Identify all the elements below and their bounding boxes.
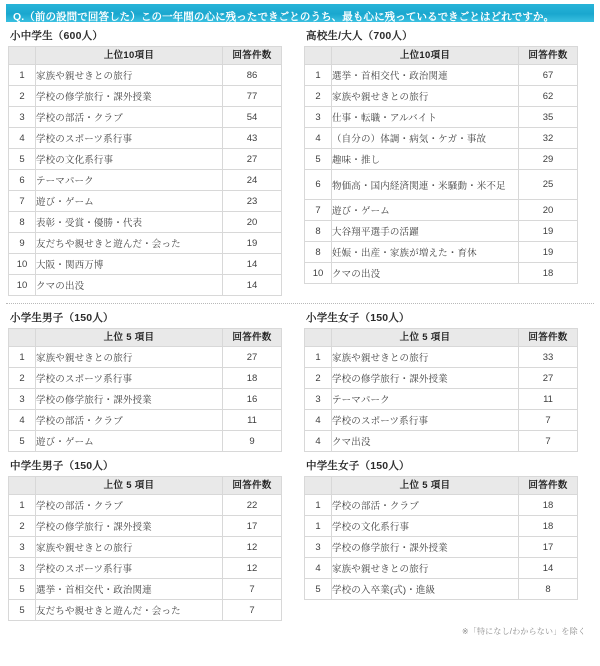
table-row: [9, 431, 282, 452]
table-head: [305, 477, 578, 495]
section-shougakusei-danshi: [8, 304, 292, 452]
cell-item: 家族や親せきとの旅行: [332, 347, 519, 368]
cell-count: 17: [519, 537, 578, 558]
cell-count: 27: [223, 347, 282, 368]
cell-item: クマの出没: [332, 263, 519, 284]
cell-item: 友だちや親せきと遊んだ・会った: [36, 233, 223, 254]
table-row: [305, 410, 578, 431]
cell-rank: 1: [305, 495, 332, 516]
table-row: [305, 558, 578, 579]
table-body: [9, 65, 282, 296]
cell-rank: 1: [9, 65, 36, 86]
cell-count: 7: [519, 431, 578, 452]
cell-item: 学校の部活・クラブ: [332, 495, 519, 516]
cell-item: 学校の部活・クラブ: [36, 495, 223, 516]
table-head: [305, 47, 578, 65]
cell-rank: 5: [305, 149, 332, 170]
cell-count: 43: [223, 128, 282, 149]
cell-rank: 10: [9, 254, 36, 275]
cell-item: 学校の修学旅行・課外授業: [36, 389, 223, 410]
band-row-2: [0, 304, 600, 452]
ranking-table: [8, 328, 282, 452]
cell-rank: 1: [9, 347, 36, 368]
table-body: [9, 347, 282, 452]
cell-count: 32: [519, 128, 578, 149]
section-title: 小学生男子（150人）: [10, 312, 114, 324]
cell-item: 家族や親せきとの旅行: [36, 65, 223, 86]
table-row: [9, 347, 282, 368]
cell-item: 家族や親せきとの旅行: [332, 86, 519, 107]
table-header-row: [305, 47, 578, 65]
table-header-row: [305, 477, 578, 495]
cell-rank: 7: [305, 200, 332, 221]
cell-count: 18: [519, 516, 578, 537]
cell-count: 29: [519, 149, 578, 170]
cell-rank: 5: [9, 149, 36, 170]
cell-rank: 9: [9, 233, 36, 254]
col-header-item: 上位 5 項目: [36, 329, 223, 347]
cell-rank: 3: [9, 537, 36, 558]
col-header-item: 上位 5 項目: [332, 329, 519, 347]
cell-count: 77: [223, 86, 282, 107]
col-header-rank: [305, 329, 332, 347]
cell-count: 18: [223, 368, 282, 389]
cell-count: 17: [223, 516, 282, 537]
table-row: [305, 263, 578, 284]
section-chuugakusei-joshi: [304, 452, 588, 621]
cell-rank: 4: [305, 410, 332, 431]
cell-count: 8: [519, 579, 578, 600]
table-row: [305, 579, 578, 600]
section-title: 小中学生（600人）: [10, 30, 104, 42]
table-row: [9, 558, 282, 579]
table-row: [305, 86, 578, 107]
band-row-1: [0, 22, 600, 296]
cell-rank: 5: [305, 579, 332, 600]
table-row: [305, 200, 578, 221]
cell-item: 遊び・ゲーム: [332, 200, 519, 221]
cell-item: 学校の修学旅行・課外授業: [36, 86, 223, 107]
table-head: [9, 47, 282, 65]
cell-item: 学校の修学旅行・課外授業: [332, 537, 519, 558]
cell-count: 20: [223, 212, 282, 233]
cell-item: 妊娠・出産・家族が増えた・育休: [332, 242, 519, 263]
footnote: ※「特になし/わからない」を除く: [461, 627, 586, 636]
table-row: [9, 65, 282, 86]
table-row: [9, 495, 282, 516]
cell-count: 33: [519, 347, 578, 368]
cell-count: 14: [519, 558, 578, 579]
cell-rank: 10: [305, 263, 332, 284]
cell-rank: 4: [9, 410, 36, 431]
col-header-count: 回答件数: [519, 47, 578, 65]
table-row: [305, 128, 578, 149]
cell-count: 16: [223, 389, 282, 410]
table-head: [9, 477, 282, 495]
table-row: [9, 254, 282, 275]
cell-item: 表彰・受賞・優勝・代表: [36, 212, 223, 233]
col-header-count: 回答件数: [519, 477, 578, 495]
table-row: [9, 233, 282, 254]
section-shougakusei-joshi: [304, 304, 588, 452]
cell-rank: 2: [305, 368, 332, 389]
cell-rank: 1: [305, 516, 332, 537]
cell-rank: 6: [9, 170, 36, 191]
col-header-rank: [305, 47, 332, 65]
table-row: [9, 212, 282, 233]
cell-count: 62: [519, 86, 578, 107]
cell-item: 友だちや親せきと遊んだ・会った: [36, 600, 223, 621]
table-row: [305, 347, 578, 368]
cell-rank: 5: [9, 431, 36, 452]
table-row: [305, 537, 578, 558]
cell-item: テーマパーク: [36, 170, 223, 191]
table-row: [9, 128, 282, 149]
cell-count: 18: [519, 495, 578, 516]
ranking-table: [304, 46, 578, 284]
table-row: [305, 368, 578, 389]
cell-count: 86: [223, 65, 282, 86]
cell-item: 学校の部活・クラブ: [36, 107, 223, 128]
cell-item: （自分の）体調・病気・ケガ・事故: [332, 128, 519, 149]
section-koukousei-otona: [304, 22, 588, 296]
table-row: [9, 368, 282, 389]
table-row: [305, 389, 578, 410]
table-row: [305, 516, 578, 537]
table-row: [9, 516, 282, 537]
cell-rank: 1: [305, 65, 332, 86]
cell-count: 19: [519, 221, 578, 242]
cell-count: 27: [223, 149, 282, 170]
cell-count: 7: [223, 600, 282, 621]
cell-rank: 2: [9, 516, 36, 537]
cell-rank: 3: [9, 389, 36, 410]
cell-item: 選挙・首相交代・政治関連: [332, 65, 519, 86]
cell-rank: 8: [9, 212, 36, 233]
cell-count: 11: [223, 410, 282, 431]
cell-item: 選挙・首相交代・政治関連: [36, 579, 223, 600]
cell-rank: 10: [9, 275, 36, 296]
cell-count: 19: [223, 233, 282, 254]
table-row: [305, 149, 578, 170]
cell-rank: 8: [305, 221, 332, 242]
cell-item: 趣味・推し: [332, 149, 519, 170]
section-title: 中学生男子（150人）: [10, 460, 114, 472]
cell-item: 学校の文化系行事: [36, 149, 223, 170]
table-row: [9, 170, 282, 191]
col-header-rank: [9, 329, 36, 347]
table-row: [9, 275, 282, 296]
cell-rank: 2: [9, 86, 36, 107]
cell-rank: 1: [9, 495, 36, 516]
table-body: [305, 495, 578, 600]
cell-item: 家族や親せきとの旅行: [36, 347, 223, 368]
cell-count: 24: [223, 170, 282, 191]
cell-rank: 3: [9, 558, 36, 579]
cell-item: テーマパーク: [332, 389, 519, 410]
cell-count: 7: [519, 410, 578, 431]
cell-rank: 2: [9, 368, 36, 389]
col-header-count: 回答件数: [223, 477, 282, 495]
cell-item: 大谷翔平選手の活躍: [332, 221, 519, 242]
cell-count: 19: [519, 242, 578, 263]
cell-item: 遊び・ゲーム: [36, 431, 223, 452]
col-header-count: 回答件数: [223, 47, 282, 65]
cell-count: 7: [223, 579, 282, 600]
cell-rank: 5: [9, 579, 36, 600]
cell-count: 14: [223, 254, 282, 275]
col-header-rank: [9, 47, 36, 65]
cell-rank: 4: [305, 431, 332, 452]
table-body: [305, 347, 578, 452]
cell-item: 学校の修学旅行・課外授業: [332, 368, 519, 389]
cell-item: 学校の入卒業(式)・進級: [332, 579, 519, 600]
cell-item: 大阪・関西万博: [36, 254, 223, 275]
table-row: [9, 410, 282, 431]
band-row-3: [0, 452, 600, 621]
cell-count: 9: [223, 431, 282, 452]
cell-item: クマ出没: [332, 431, 519, 452]
col-header-item: 上位 5 項目: [36, 477, 223, 495]
cell-rank: 2: [305, 86, 332, 107]
cell-rank: 1: [305, 347, 332, 368]
cell-item: 物価高・国内経済関連・米騒動・米不足: [332, 170, 519, 200]
cell-rank: 4: [305, 558, 332, 579]
table-row: [305, 242, 578, 263]
table-row: [305, 431, 578, 452]
table-body: [9, 495, 282, 621]
cell-count: 12: [223, 537, 282, 558]
table-body: [305, 65, 578, 284]
table-row: [9, 191, 282, 212]
cell-rank: 3: [305, 107, 332, 128]
question-banner: Q.（前の設問で回答した）この一年間の心に残ったできごとのうち、最も心に残っているできごとはどれですか。: [6, 4, 594, 22]
section-chuugakusei-danshi: [8, 452, 292, 621]
table-row: [9, 86, 282, 107]
cell-count: 11: [519, 389, 578, 410]
table-row: [9, 537, 282, 558]
table-head: [305, 329, 578, 347]
cell-item: 遊び・ゲーム: [36, 191, 223, 212]
table-row: [9, 389, 282, 410]
cell-item: 学校のスポーツ系行事: [36, 558, 223, 579]
table-row: [9, 107, 282, 128]
cell-rank: 3: [305, 537, 332, 558]
col-header-rank: [9, 477, 36, 495]
ranking-table: [304, 476, 578, 600]
table-header-row: [9, 329, 282, 347]
section-title: 小学生女子（150人）: [306, 312, 410, 324]
table-row: [305, 221, 578, 242]
cell-count: 23: [223, 191, 282, 212]
cell-item: 学校の修学旅行・課外授業: [36, 516, 223, 537]
cell-rank: 3: [9, 107, 36, 128]
cell-count: 27: [519, 368, 578, 389]
cell-rank: 4: [305, 128, 332, 149]
cell-rank: 6: [305, 170, 332, 200]
ranking-table: [8, 46, 282, 296]
cell-count: 18: [519, 263, 578, 284]
col-header-item: 上位10項目: [332, 47, 519, 65]
cell-item: 家族や親せきとの旅行: [332, 558, 519, 579]
cell-rank: 5: [9, 600, 36, 621]
table-row: [9, 600, 282, 621]
section-title: 高校生/大人（700人）: [306, 30, 413, 42]
survey-results-page: [0, 4, 600, 666]
cell-item: 学校の文化系行事: [332, 516, 519, 537]
section-shouchuugakusei: [8, 22, 292, 296]
cell-item: 学校の部活・クラブ: [36, 410, 223, 431]
ranking-table: [8, 476, 282, 621]
col-header-count: 回答件数: [223, 329, 282, 347]
cell-count: 25: [519, 170, 578, 200]
cell-rank: 4: [9, 128, 36, 149]
table-row: [305, 107, 578, 128]
section-title: 中学生女子（150人）: [306, 460, 410, 472]
table-header-row: [305, 329, 578, 347]
col-header-item: 上位10項目: [36, 47, 223, 65]
cell-item: 仕事・転職・アルバイト: [332, 107, 519, 128]
cell-count: 12: [223, 558, 282, 579]
cell-rank: 3: [305, 389, 332, 410]
cell-count: 35: [519, 107, 578, 128]
table-row: [305, 170, 578, 200]
cell-item: クマの出没: [36, 275, 223, 296]
table-header-row: [9, 47, 282, 65]
table-row: [9, 149, 282, 170]
cell-count: 22: [223, 495, 282, 516]
table-row: [9, 579, 282, 600]
table-row: [305, 495, 578, 516]
cell-rank: 7: [9, 191, 36, 212]
cell-item: 学校のスポーツ系行事: [36, 128, 223, 149]
cell-count: 67: [519, 65, 578, 86]
cell-count: 54: [223, 107, 282, 128]
col-header-count: 回答件数: [519, 329, 578, 347]
cell-item: 家族や親せきとの旅行: [36, 537, 223, 558]
cell-item: 学校のスポーツ系行事: [36, 368, 223, 389]
cell-item: 学校のスポーツ系行事: [332, 410, 519, 431]
cell-count: 20: [519, 200, 578, 221]
col-header-item: 上位 5 項目: [332, 477, 519, 495]
cell-rank: 8: [305, 242, 332, 263]
table-head: [9, 329, 282, 347]
cell-count: 14: [223, 275, 282, 296]
col-header-rank: [305, 477, 332, 495]
table-row: [305, 65, 578, 86]
table-header-row: [9, 477, 282, 495]
ranking-table: [304, 328, 578, 452]
